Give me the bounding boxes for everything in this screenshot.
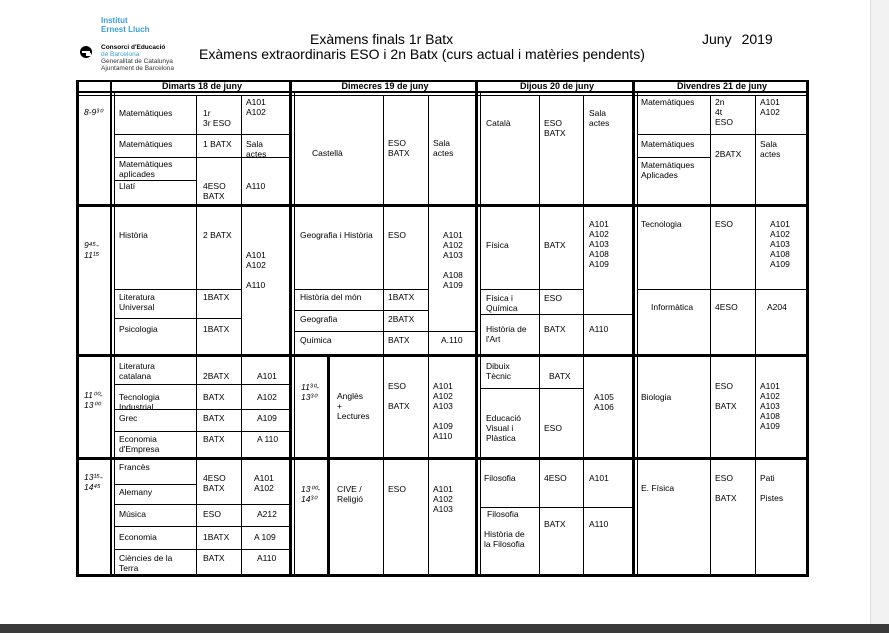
table-border-left: [76, 80, 79, 577]
exam-cell: 2 BATX: [203, 230, 232, 240]
block-separator: [76, 457, 809, 460]
exam-cell: 4ESO: [544, 473, 567, 483]
exam-cell: A102: [257, 392, 277, 402]
exam-cell: Matemàtiques: [119, 139, 173, 149]
exam-cell: Matemàtiques Aplicades: [641, 160, 695, 180]
exam-cell: A101 A102 A110: [246, 250, 266, 290]
exam-cell: Sala actes: [589, 108, 610, 128]
time-slot: 13¹⁵- 14⁴⁵: [84, 472, 103, 492]
exam-cell: E. Física: [641, 483, 675, 493]
exam-cell: A110: [589, 519, 609, 529]
org-line1: Consorci d'Educació: [101, 44, 166, 51]
exam-cell: ESO BATX: [715, 381, 737, 411]
exam-cell: A110: [246, 181, 266, 191]
exam-cell: Literatura Universal: [119, 292, 155, 312]
day-header: Dimecres 19 de juny: [341, 81, 429, 91]
grid-line: [115, 431, 289, 432]
exam-cell: A212: [257, 509, 277, 519]
exam-cell: ESO: [388, 484, 406, 494]
time-slot: 11⁰⁰- 13⁰⁰: [84, 390, 103, 410]
exam-cell: 4ESO BATX: [203, 181, 226, 201]
grid-line: [481, 388, 583, 389]
exam-cell: Filosofia: [484, 473, 516, 483]
time-slot: 8-9³⁰: [84, 107, 103, 117]
grid-line: [295, 289, 429, 290]
grid-line: [710, 95, 711, 574]
exam-cell: A101 A102: [760, 97, 780, 117]
grid-line: [327, 357, 330, 574]
row-divider: [76, 95, 809, 96]
exam-cell: A101 A102: [254, 473, 274, 493]
exam-cell: CIVE / Religió: [337, 484, 363, 504]
grid-line: [481, 314, 633, 315]
exam-cell: Economia: [119, 532, 157, 542]
grid-line: [583, 207, 584, 355]
exam-cell: Geografia: [300, 314, 338, 324]
exam-cell: BATX: [388, 335, 410, 345]
exam-cell: Matemàtiques aplicades: [119, 159, 173, 179]
exam-cell: 2BATX: [388, 314, 415, 324]
grid-line: [428, 357, 429, 574]
day-separator: [294, 93, 295, 577]
grid-line: [295, 331, 475, 332]
school-name-line2: Ernest Lluch: [101, 25, 150, 34]
exam-cell: Història del món: [300, 292, 362, 302]
exam-cell: Informàtica: [651, 302, 694, 312]
date-month: Juny: [702, 31, 732, 47]
exam-cell: Psicologia: [119, 324, 158, 334]
time-slot: 13⁰⁰- 14³⁰: [301, 484, 321, 504]
grid-line: [481, 507, 633, 508]
exam-cell: 1 BATX: [203, 139, 232, 149]
exam-cell: ESO BATX: [388, 138, 410, 158]
exam-cell: Sala actes: [760, 139, 781, 159]
exam-cell: ESO: [203, 509, 221, 519]
exam-cell: Història de l'Art: [486, 324, 527, 344]
exam-cell: A101 A102 A103 A109 A110: [433, 381, 453, 441]
grid-line: [115, 504, 289, 505]
exam-cell: ESO: [715, 219, 733, 229]
table-border-bottom: [76, 574, 809, 577]
exam-cell: Matemàtiques: [641, 139, 695, 149]
date-label: [702, 31, 773, 47]
exam-cell: 1BATX: [203, 324, 230, 334]
day-header: Dijous 20 de juny: [519, 81, 595, 91]
grid-line: [481, 289, 583, 290]
exam-cell: 1r 3r ESO: [203, 108, 231, 128]
exam-cell: BATX: [203, 553, 225, 563]
org-line4: Ajuntament de Barcelona: [101, 65, 174, 72]
grid-line: [196, 95, 197, 574]
exam-cell: Alemany: [119, 487, 153, 497]
grid-line: [115, 526, 289, 527]
day-separator: [475, 80, 478, 577]
exam-cell: A109: [257, 413, 277, 423]
grid-line: [539, 207, 540, 355]
exam-cell: Geografia i Història: [300, 230, 373, 240]
grid-line: [383, 95, 384, 205]
grid-line: [583, 95, 584, 205]
exam-cell: BATX: [203, 434, 225, 444]
exam-cell: 2BATX: [715, 149, 742, 159]
exam-cell: Matemàtiques: [119, 108, 173, 118]
exam-cell: ESO BATX: [715, 473, 737, 503]
exam-cell: Tecnologia Industrial: [119, 392, 160, 412]
day-separator: [110, 80, 112, 577]
exam-cell: Física: [486, 240, 509, 250]
exam-cell: Castellà: [312, 148, 343, 158]
exam-cell: 2BATX: [203, 371, 230, 381]
title-finals: Exàmens finals 1r Batx: [310, 31, 454, 47]
exam-cell: 4ESO: [715, 302, 738, 312]
grid-line: [115, 289, 242, 290]
grid-line: [428, 95, 429, 205]
org-line3: Generalitat de Catalunya: [101, 58, 173, 65]
exam-cell: 2n 4t ESO: [715, 97, 733, 127]
exam-cell: Llatí: [119, 181, 136, 191]
grid-line: [638, 289, 806, 290]
exam-cell: Anglès + Lectures: [337, 391, 370, 421]
school-name: [101, 16, 149, 34]
exam-cell: A101 A102 A103: [433, 484, 453, 514]
exam-cell: Química: [300, 335, 332, 345]
exam-cell: Tecnologia: [641, 219, 682, 229]
grid-line: [638, 134, 806, 135]
exam-cell: ESO BATX: [544, 118, 566, 138]
exam-cell: BATX: [544, 240, 566, 250]
header-divider: [76, 91, 809, 93]
exam-cell: BATX: [544, 324, 566, 334]
org-line2: de Barcelona: [101, 51, 140, 58]
grid-line: [428, 207, 429, 355]
day-separator: [289, 80, 292, 577]
exam-cell: Grec: [119, 413, 138, 423]
table-border-right: [806, 80, 809, 577]
grid-line: [241, 95, 242, 574]
time-slot: 9⁴⁵- 11¹⁵: [84, 240, 100, 260]
exam-cell: ESO: [544, 293, 562, 303]
exam-cell: A 110: [257, 434, 279, 444]
exam-cell: Dibuix Tècnic: [486, 361, 512, 381]
exam-cell: A101 A102 A103 A108 A109: [589, 219, 609, 269]
exam-cell: Literatura catalana: [119, 361, 155, 381]
exam-cell: 1BATX: [203, 532, 230, 542]
exam-cell: Educació Visual i Plàstica: [486, 413, 521, 443]
exam-cell: Història: [119, 230, 148, 240]
exam-cell: A110: [257, 553, 277, 563]
grid-line: [115, 318, 242, 319]
window-bottom-edge: [0, 624, 889, 633]
scrollbar[interactable]: [870, 0, 889, 633]
grid-line: [539, 95, 540, 205]
exam-cell: A101 A102: [246, 97, 266, 117]
exam-cell: Física i Química: [486, 293, 518, 313]
exam-cell: Història de la Filosofia: [484, 529, 525, 549]
grid-line: [295, 310, 429, 311]
title-extraordinary: Exàmens extraordinaris ESO i 2n Batx (curs actual i matèries pendents): [199, 46, 645, 62]
exam-cell: Biologia: [641, 392, 672, 402]
exam-cell: A204: [767, 302, 787, 312]
grid-line: [755, 95, 756, 574]
exam-cell: A101 A102 A103 A108 A109: [443, 230, 463, 290]
exam-cell: ESO: [544, 423, 562, 433]
exam-cell: A101: [589, 473, 609, 483]
day-header: Dimarts 18 de juny: [161, 81, 243, 91]
grid-line: [115, 384, 289, 385]
exam-cell: BATX: [203, 413, 225, 423]
grid-line: [115, 549, 289, 550]
consortium-text: [101, 44, 174, 72]
exam-cell: A 109: [254, 532, 276, 542]
grid-line: [115, 484, 197, 485]
exam-cell: Matemàtiques: [641, 97, 695, 107]
exam-cell: BATX: [549, 371, 571, 381]
school-name-line1: Institut: [101, 16, 128, 25]
grid-line: [539, 357, 540, 574]
exam-cell: Pati Pistes: [760, 473, 784, 503]
exam-cell: 1BATX: [388, 292, 415, 302]
grid-line: [638, 157, 710, 158]
exam-cell: A101: [257, 371, 277, 381]
time-slot: 11³⁰- 13³⁰: [301, 382, 319, 402]
block-separator: [76, 354, 809, 357]
exam-cell: Filosofia: [487, 509, 519, 519]
day-separator: [480, 93, 481, 577]
day-separator: [632, 80, 635, 577]
exam-cell: BATX: [203, 392, 225, 402]
exam-cell: A105 A106: [594, 392, 614, 412]
exam-cell: ESO: [388, 230, 406, 240]
exam-cell: 1BATX: [203, 292, 230, 302]
date-year: 2019: [741, 31, 773, 47]
exam-cell: Ciències de la Terra: [119, 553, 173, 573]
grid-line: [383, 207, 384, 355]
logo-icon: [79, 45, 93, 59]
exam-cell: A101 A102 A103 A108 A109: [760, 381, 780, 431]
grid-line: [383, 357, 384, 574]
grid-line: [583, 357, 584, 574]
exam-cell: Català: [486, 118, 511, 128]
exam-cell: Sala actes: [246, 139, 267, 159]
exam-cell: Sala actes: [433, 138, 454, 158]
day-header: Divendres 21 de juny: [676, 81, 768, 91]
exam-cell: Francès: [119, 462, 150, 472]
exam-cell: A110: [589, 324, 609, 334]
exam-cell: BATX: [544, 519, 566, 529]
exam-cell: Economia d'Empresa: [119, 434, 160, 454]
day-separator: [637, 93, 638, 577]
grid-line: [115, 134, 289, 135]
exam-cell: A101 A102 A103 A108 A109: [770, 219, 790, 269]
block-separator: [76, 204, 809, 207]
exam-cell: Música: [119, 509, 146, 519]
exam-cell: 4ESO BATX: [203, 473, 226, 493]
exam-cell: ESO BATX: [388, 381, 410, 411]
exam-cell: A.110: [441, 335, 463, 345]
